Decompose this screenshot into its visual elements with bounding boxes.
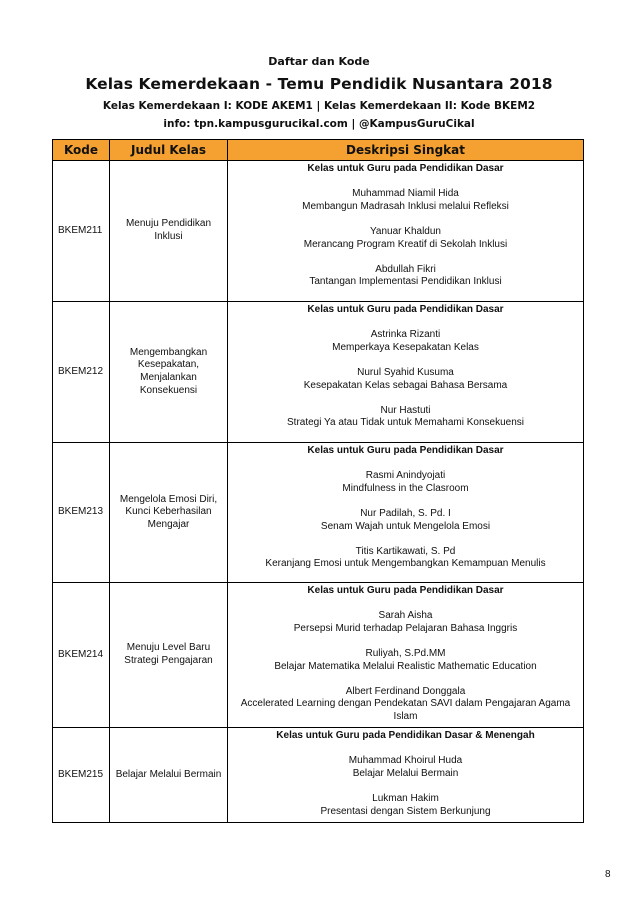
- judul-line: Mengembangkan: [129, 346, 208, 358]
- session-title: Senam Wajah untuk Mengelola Emosi: [320, 520, 491, 532]
- category-label: Kelas untuk Guru pada Pendidikan Dasar: [307, 445, 504, 456]
- session-block: [230, 329, 581, 354]
- cell-deskripsi: [228, 161, 584, 302]
- table-row: [53, 583, 584, 728]
- judul-line: Menuju Level Baru: [126, 642, 211, 654]
- speaker-name: Nurul Syahid Kusuma: [357, 366, 454, 378]
- speaker-name: Lukman Hakim: [372, 792, 439, 804]
- session-block: [230, 686, 581, 724]
- session-title: Kesepakatan Kelas sebagai Bahasa Bersama: [303, 379, 508, 391]
- cell-judul-kelas: [110, 443, 228, 583]
- cell-judul-kelas: [110, 583, 228, 728]
- cell-kode: BKEM214: [53, 583, 110, 728]
- judul-line: Belajar Melalui Bermain: [115, 768, 222, 780]
- session-block: [230, 367, 581, 392]
- judul-line: Menuju Pendidikan: [125, 218, 212, 230]
- session-block: [230, 755, 581, 780]
- column-header-deskripsi: Deskripsi Singkat: [228, 140, 584, 161]
- session-block: [230, 470, 581, 495]
- session-title: Belajar Melalui Bermain: [352, 767, 459, 779]
- table-row: [53, 302, 584, 443]
- session-title: Presentasi dengan Sistem Berkunjung: [320, 805, 491, 817]
- category-label: Kelas untuk Guru pada Pendidikan Dasar: [307, 163, 504, 174]
- category-label: Kelas untuk Guru pada Pendidikan Dasar: [307, 585, 504, 596]
- judul-line: Mengajar: [147, 518, 190, 530]
- cell-deskripsi: [228, 583, 584, 728]
- session-block: [230, 405, 581, 430]
- session-title: Strategi Ya atau Tidak untuk Memahami Konsekuensi: [287, 417, 524, 429]
- session-title: Accelerated Learning dengan Pendekatan SAVI dalam Pengajaran Agama: [240, 698, 571, 710]
- cell-deskripsi: [228, 302, 584, 443]
- cell-kode: BKEM212: [53, 302, 110, 443]
- speaker-name: Yanuar Khaldun: [370, 225, 441, 237]
- speaker-name: Albert Ferdinand Donggala: [345, 685, 466, 697]
- cell-kode: BKEM213: [53, 443, 110, 583]
- document-title: Kelas Kemerdekaan - Temu Pendidik Nusantara 2018: [85, 75, 553, 93]
- speaker-name: Nur Hastuti: [380, 404, 431, 416]
- table-row: [53, 728, 584, 823]
- session-block: [230, 610, 581, 635]
- cell-judul-kelas: [110, 728, 228, 823]
- speaker-name: Abdullah Fikri: [375, 263, 436, 275]
- table-row: [53, 443, 584, 583]
- cell-kode: BKEM211: [53, 161, 110, 302]
- judul-line: Kesepakatan,: [137, 359, 200, 371]
- speaker-name: Astrinka Rizanti: [370, 329, 441, 341]
- cell-judul-kelas: [110, 302, 228, 443]
- session-block: [230, 508, 581, 533]
- session-title: Tantangan Implementasi Pendidikan Inklusi: [309, 276, 502, 288]
- column-header-judul: Judul Kelas: [110, 140, 228, 161]
- category-label: Kelas untuk Guru pada Pendidikan Dasar: [307, 304, 504, 315]
- page-number: 8: [605, 869, 611, 880]
- speaker-name: Rasmi Anindyojati: [365, 470, 446, 482]
- cell-judul-kelas: [110, 161, 228, 302]
- speaker-name: Muhammad Khoirul Huda: [348, 755, 463, 767]
- cell-deskripsi: [228, 728, 584, 823]
- speaker-name: Sarah Aisha: [378, 610, 433, 622]
- cell-deskripsi: [228, 443, 584, 583]
- session-title: Merancang Program Kreatif di Sekolah Inklusi: [303, 238, 508, 250]
- table-row: [53, 161, 584, 302]
- judul-line: Kunci Keberhasilan: [125, 506, 212, 518]
- session-block: [230, 226, 581, 251]
- cell-kode: BKEM215: [53, 728, 110, 823]
- class-code-line: Kelas Kemerdekaan I: KODE AKEM1 | Kelas Kemerdekaan II: Kode BKEM2: [102, 100, 536, 112]
- session-block: [230, 648, 581, 673]
- judul-line: Inklusi: [154, 231, 183, 242]
- judul-line: Mengelola Emosi Diri,: [119, 493, 218, 505]
- info-line: info: tpn.kampusgurucikal.com | @KampusGuruCikal: [163, 118, 475, 130]
- session-title: Membangun Madrasah Inklusi melalui Refleksi: [302, 200, 509, 212]
- session-block: [230, 793, 581, 818]
- session-block: [230, 264, 581, 289]
- session-title: Memperkaya Kesepakatan Kelas: [332, 341, 479, 353]
- class-table: [52, 139, 584, 823]
- session-block: [230, 546, 581, 571]
- speaker-name: Muhammad Niamil Hida: [352, 188, 459, 200]
- document-subtitle: Daftar dan Kode: [268, 55, 370, 68]
- category-label: Kelas untuk Guru pada Pendidikan Dasar & Menengah: [276, 730, 535, 741]
- speaker-name: Titis Kartikawati, S. Pd: [355, 545, 456, 557]
- table-header-row: [53, 140, 584, 161]
- session-title: Belajar Matematika Melalui Realistic Mathematic Education: [274, 660, 537, 672]
- judul-line: Strategi Pengajaran: [124, 655, 213, 666]
- session-title: Islam: [393, 710, 418, 722]
- speaker-name: Ruliyah, S.Pd.MM: [365, 647, 446, 659]
- column-header-kode: Kode: [53, 140, 110, 161]
- session-title: Keranjang Emosi untuk Mengembangkan Kemampuan Menulis: [265, 558, 546, 570]
- session-block: [230, 188, 581, 213]
- session-title: Persepsi Murid terhadap Pelajaran Bahasa Inggris: [293, 622, 518, 634]
- judul-line: Menjalankan: [140, 372, 197, 383]
- speaker-name: Nur Padilah, S. Pd. I: [360, 507, 451, 519]
- session-title: Mindfulness in the Clasroom: [342, 482, 469, 494]
- judul-line: Konsekuensi: [139, 384, 198, 396]
